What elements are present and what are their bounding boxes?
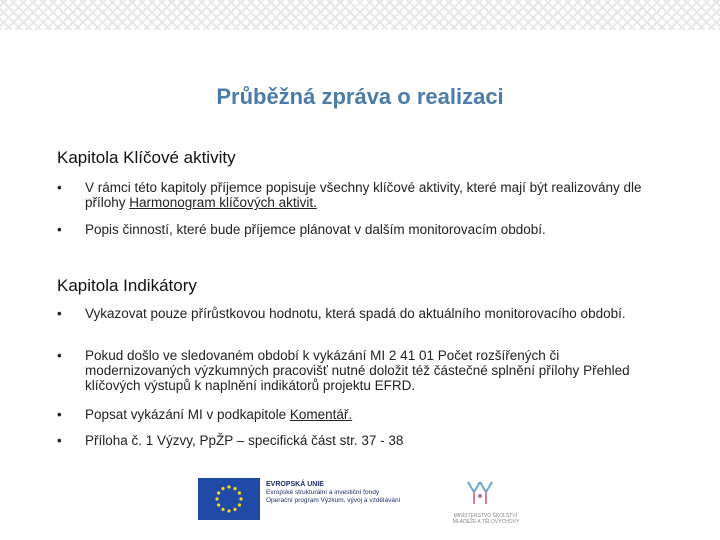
komentar-link[interactable]: Komentář. bbox=[289, 407, 353, 422]
bullet-icon: • bbox=[57, 407, 62, 422]
header-pattern bbox=[0, 0, 720, 30]
bullet-icon: • bbox=[57, 348, 62, 363]
bullet-icon: • bbox=[57, 306, 62, 321]
section-heading-indicators: Kapitola Indikátory bbox=[57, 276, 197, 295]
list-item: • Popsat vykázání MI v podkapitole Komentář. bbox=[57, 407, 353, 422]
eu-text-block: EVROPSKÁ UNIE Evropské strukturální a investiční fondy Operační program Výzkum, vývoj a vzdělávání bbox=[266, 481, 401, 504]
list-item: • Pokud došlo ve sledovaném období k vykázání MI 2 41 01 Počet rozšířených či modernizovaných výzkumných pracovišť nutné doložit též částečné splnění přílohy Přehled klíčových výstupů k naplnění indikátorů projektu EFRD. bbox=[57, 348, 630, 393]
list-item: • Popis činností, které bude příjemce plánovat v dalším monitorovacím období. bbox=[57, 222, 546, 237]
bullet-icon: • bbox=[57, 180, 62, 195]
harmonogram-link[interactable]: Harmonogram klíčových aktivit. bbox=[129, 195, 317, 210]
eu-flag-icon bbox=[198, 478, 260, 520]
bullet-icon: • bbox=[57, 433, 62, 448]
bullet-icon: • bbox=[57, 222, 62, 237]
list-item: • V rámci této kapitoly příjemce popisuje všechny klíčové aktivity, které mají být realizovány dle přílohy Harmonogram klíčových aktivit. bbox=[57, 180, 642, 210]
eu-stars-icon bbox=[198, 478, 260, 520]
footer-logos bbox=[198, 478, 538, 525]
list-item: • Vykazovat pouze přírůstkovou hodnotu, která spadá do aktuálního monitorovacího období. bbox=[57, 306, 626, 321]
section-heading-activities: Kapitola Klíčové aktivity bbox=[57, 148, 236, 167]
list-item: • Příloha č. 1 Výzvy, PpŽP – specifická část str. 37 - 38 bbox=[57, 433, 404, 448]
msmt-logo: MINISTERSTVO ŠKOLSTVÍ, MLÁDEŽE A TĚLOVÝCHOVY bbox=[446, 478, 526, 520]
page-title: Průběžná zpráva o realizaci bbox=[216, 84, 504, 109]
msmt-emblem-icon bbox=[446, 478, 526, 508]
